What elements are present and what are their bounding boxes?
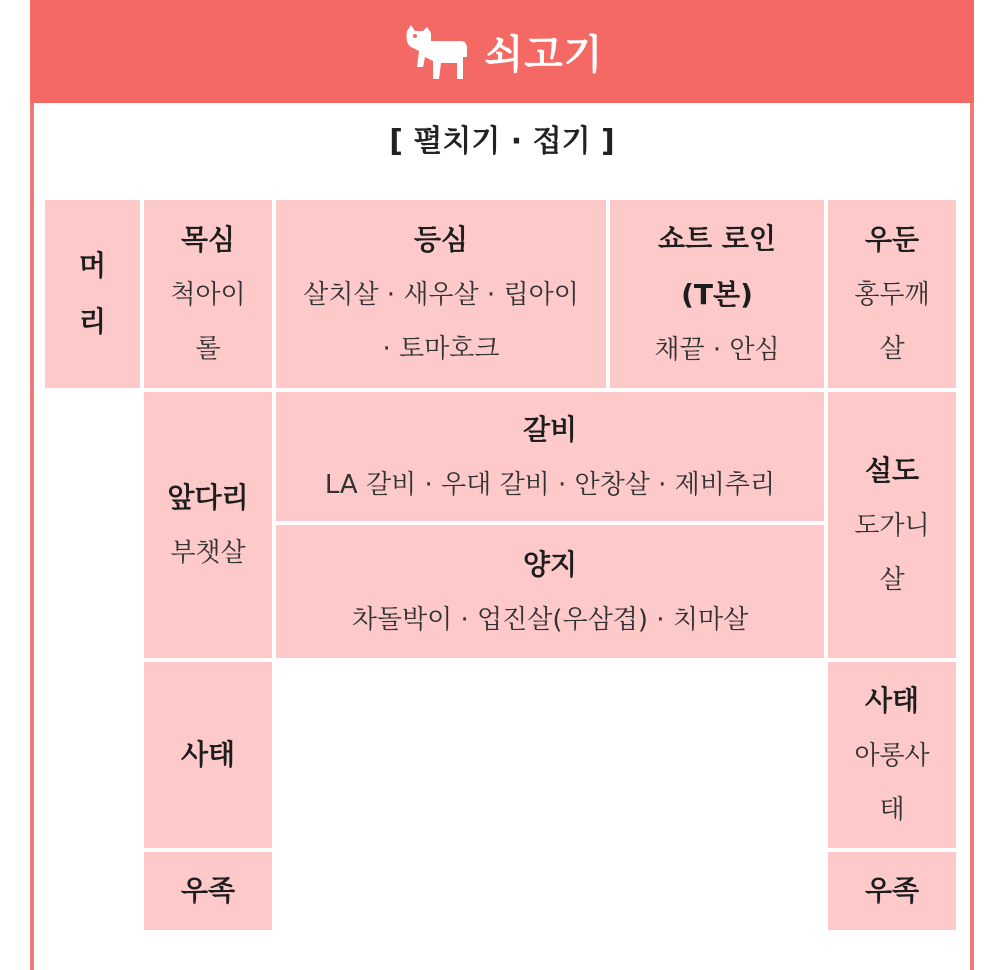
cut-parts: 부챗살 [170, 538, 246, 568]
cut-name: 설도 [864, 454, 920, 487]
cut-name: 머리 [78, 249, 107, 338]
cut-round[interactable] [828, 392, 956, 658]
cut-name: 양지 [522, 547, 578, 581]
cut-name: 앞다리 [167, 481, 249, 514]
cut-parts: · 토마호크 [382, 334, 500, 364]
cut-chuck[interactable] [144, 200, 272, 388]
cut-parts: 도가니살 [854, 511, 930, 595]
page-title: 쇠고기 [484, 32, 604, 78]
cut-parts: 채끝 · 안심 [654, 335, 780, 365]
cut-name: 우둔 [864, 223, 920, 256]
cut-rump[interactable] [828, 200, 956, 388]
cut-name: 사태 [180, 738, 236, 771]
cut-name: 우족 [180, 874, 236, 907]
cut-rib[interactable] [276, 392, 824, 521]
cut-name: (T본) [681, 278, 753, 311]
cut-short-loin[interactable] [610, 200, 824, 388]
cut-parts: 살치살 · 새우살 · 립아이 [303, 280, 579, 310]
cut-name: 목심 [180, 223, 236, 256]
cut-front-shank[interactable] [144, 662, 272, 848]
cut-parts: 홍두깨살 [854, 280, 930, 364]
cut-name: 사태 [864, 684, 920, 717]
cut-name: 등심 [413, 223, 469, 256]
cut-front-foot[interactable] [144, 852, 272, 930]
cut-name: 쇼트 로인 [658, 222, 776, 255]
cut-name: 우족 [864, 874, 920, 907]
cut-ribeye[interactable] [276, 200, 606, 388]
header [30, 0, 974, 103]
cut-hind-shank[interactable] [828, 662, 956, 848]
expand-collapse-toggle[interactable]: [ 펼치기 · 접기 ] [389, 124, 615, 159]
cut-head[interactable] [45, 200, 140, 388]
cut-parts: 척아이롤 [170, 280, 246, 364]
cut-hind-foot[interactable] [828, 852, 956, 930]
cut-parts: 아롱사태 [854, 741, 930, 825]
cut-name: 갈비 [522, 412, 578, 446]
cow-icon [401, 21, 469, 83]
cut-parts: LA 갈비 · 우대 갈비 · 안창살 · 제비추리 [324, 469, 776, 500]
cut-parts: 차돌박이 · 업진살(우삼겹) · 치마살 [351, 604, 749, 635]
cut-shoulder[interactable] [144, 392, 272, 658]
cut-brisket[interactable] [276, 525, 824, 658]
